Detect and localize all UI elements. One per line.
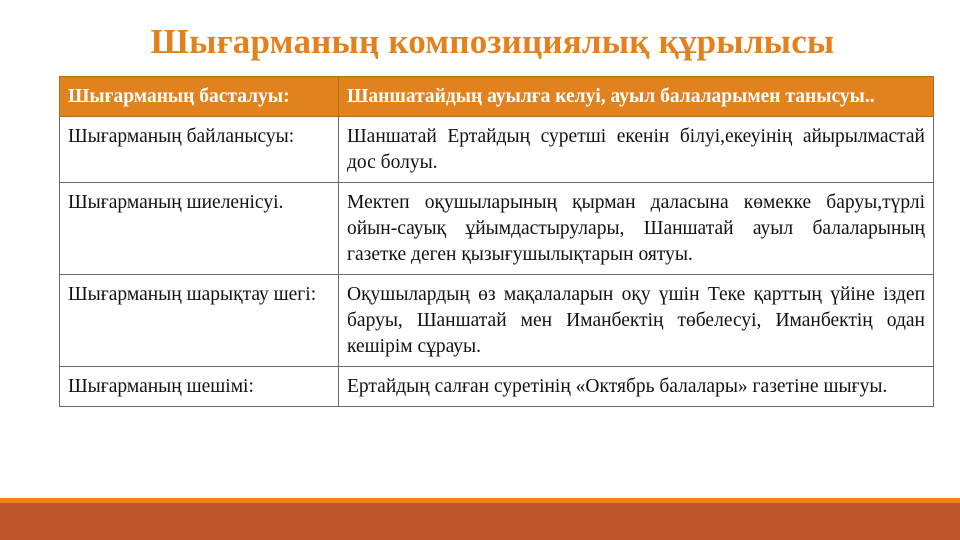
part-cell: Шығарманың шиеленісуі. <box>60 183 339 275</box>
content-cell: Ертайдың салған суретінің «Октябрь балалары» газетіне шығуы. <box>339 367 934 407</box>
table-row <box>60 183 934 275</box>
content-cell: Оқушылардың өз мақалаларын оқу үшін Теке қарттың үйіне іздеп баруы, Шаншатай мен Иманбектің төбелесуі, Иманбектің одан кешірім сұрауы. <box>339 275 934 367</box>
footer-bar <box>0 503 960 540</box>
content-cell: Шаншатай Ертайдың суретші екенін білуі,екеуінің айырылмастай дос болуы. <box>339 117 934 183</box>
table-row <box>60 275 934 367</box>
part-cell: Шығарманың шарықтау шегі: <box>60 275 339 367</box>
part-cell: Шығарманың байланысуы: <box>60 117 339 183</box>
content-cell: Мектеп оқушыларының қырман даласына көмекке баруы,түрлі ойын-сауық ұйымдастырулары, Шаншатай ауыл балаларының газетке деген қызығушылықтарын оятуы. <box>339 183 934 275</box>
slide-title: Шығарманың композициялық құрылысы <box>150 22 835 61</box>
table-row <box>60 367 934 407</box>
part-cell: Шығарманың шешімі: <box>60 367 339 407</box>
table-row <box>60 77 934 117</box>
composition-table <box>59 76 934 407</box>
part-cell: Шығарманың басталуы: <box>60 77 339 117</box>
table-row <box>60 117 934 183</box>
content-cell: Шаншатайдың ауылға келуі, ауыл балаларымен танысуы.. <box>339 77 934 117</box>
